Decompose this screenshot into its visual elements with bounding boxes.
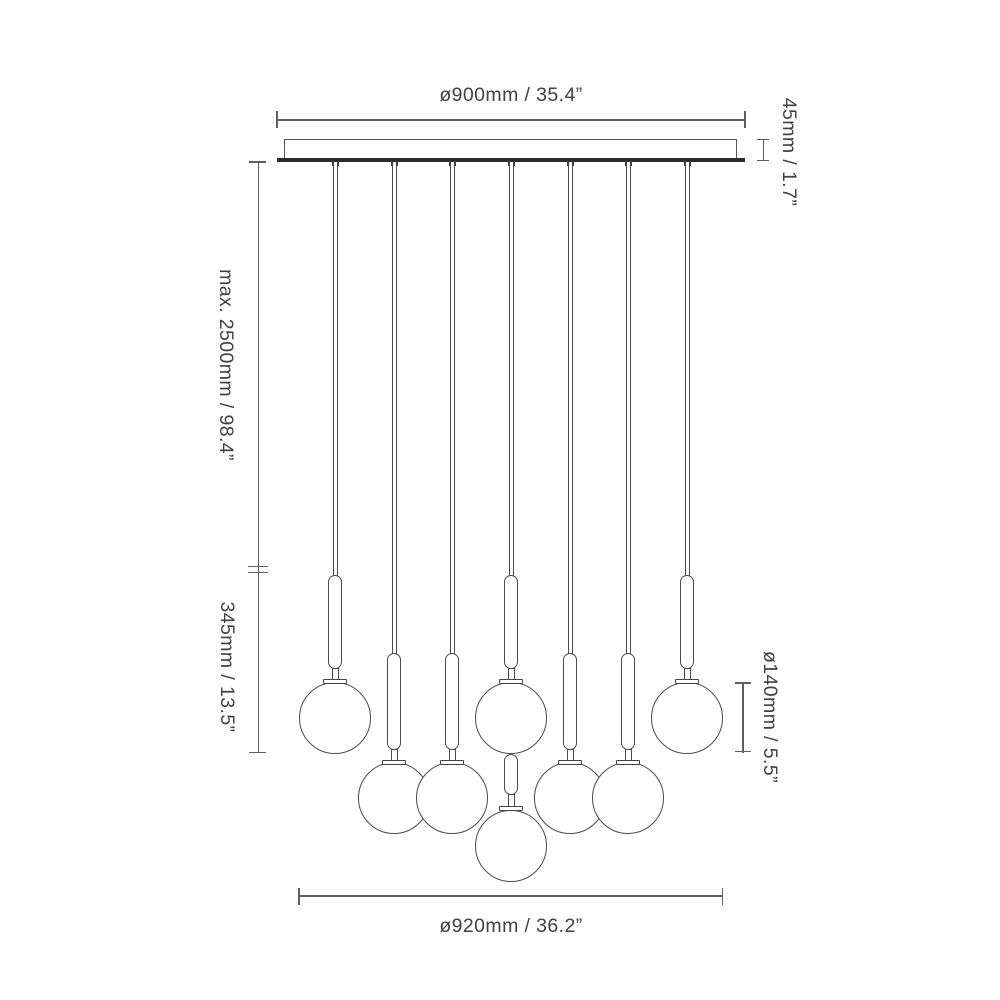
lower-glass-globe	[475, 810, 547, 882]
glass-globe	[592, 762, 664, 834]
overall-width-dim-tick-right	[722, 888, 724, 905]
drop-dim-line	[258, 162, 259, 752]
lamp-stem	[387, 653, 401, 750]
canopy-height-dim-tick-bottom	[757, 160, 769, 161]
canopy	[284, 139, 737, 159]
glass-globe	[475, 682, 547, 754]
pendant-height-dim-tick-bottom	[249, 752, 266, 753]
canopy-height-dim-tick-top	[757, 139, 769, 140]
overall-width-dim-tick-left	[298, 888, 300, 905]
lamp-stem	[680, 575, 694, 669]
suspension-cord-5	[568, 165, 573, 654]
canopy-width-dim-line	[277, 119, 745, 121]
suspension-cord-6	[626, 165, 631, 654]
lamp-stem	[563, 653, 577, 750]
lamp-stem	[328, 575, 342, 669]
glass-globe	[416, 762, 488, 834]
pendant-height-label: 345mm / 13.5”	[216, 601, 238, 732]
drop-dim-break-mark-1	[248, 566, 268, 567]
lamp-stem	[621, 653, 635, 750]
max-suspension-label: max. 2500mm / 98.4”	[215, 268, 237, 461]
globe-diameter-dim-tick-top	[735, 682, 751, 683]
canopy-height-label: 45mm / 1.7”	[778, 97, 800, 207]
lamp-stem	[504, 575, 518, 669]
suspension-cord-7	[685, 165, 690, 576]
globe-cap	[382, 760, 406, 765]
overall-width-label: ø920mm / 36.2”	[439, 915, 583, 937]
suspension-cord-1	[333, 165, 338, 576]
canopy-width-dim-tick-right	[744, 111, 746, 128]
globe-diameter-dim-line	[742, 683, 743, 753]
glass-globe	[651, 682, 723, 754]
canopy-width-dim-tick-left	[276, 111, 278, 128]
globe-diameter-dim-tick-bottom	[735, 751, 751, 752]
lower-lamp-stem	[504, 754, 518, 795]
globe-diameter-label: ø140mm / 5.5”	[759, 651, 781, 783]
canopy-height-dim-line	[763, 139, 764, 161]
suspension-cord-2	[392, 165, 397, 654]
canopy-width-label: ø900mm / 35.4”	[439, 84, 583, 106]
globe-cap	[558, 760, 582, 765]
drop-dim-break-mark-2	[248, 572, 268, 573]
suspension-cord-3	[450, 165, 455, 654]
globe-cap	[440, 760, 464, 765]
globe-cap	[616, 760, 640, 765]
globe-cap	[499, 679, 523, 684]
drop-dim-tick-top	[249, 161, 266, 162]
overall-width-dim-line	[299, 895, 723, 897]
glass-globe	[299, 682, 371, 754]
globe-cap	[675, 679, 699, 684]
globe-cap	[323, 679, 347, 684]
suspension-cord-4	[509, 165, 514, 576]
lower-globe-cap	[499, 806, 523, 811]
lamp-stem	[445, 653, 459, 750]
